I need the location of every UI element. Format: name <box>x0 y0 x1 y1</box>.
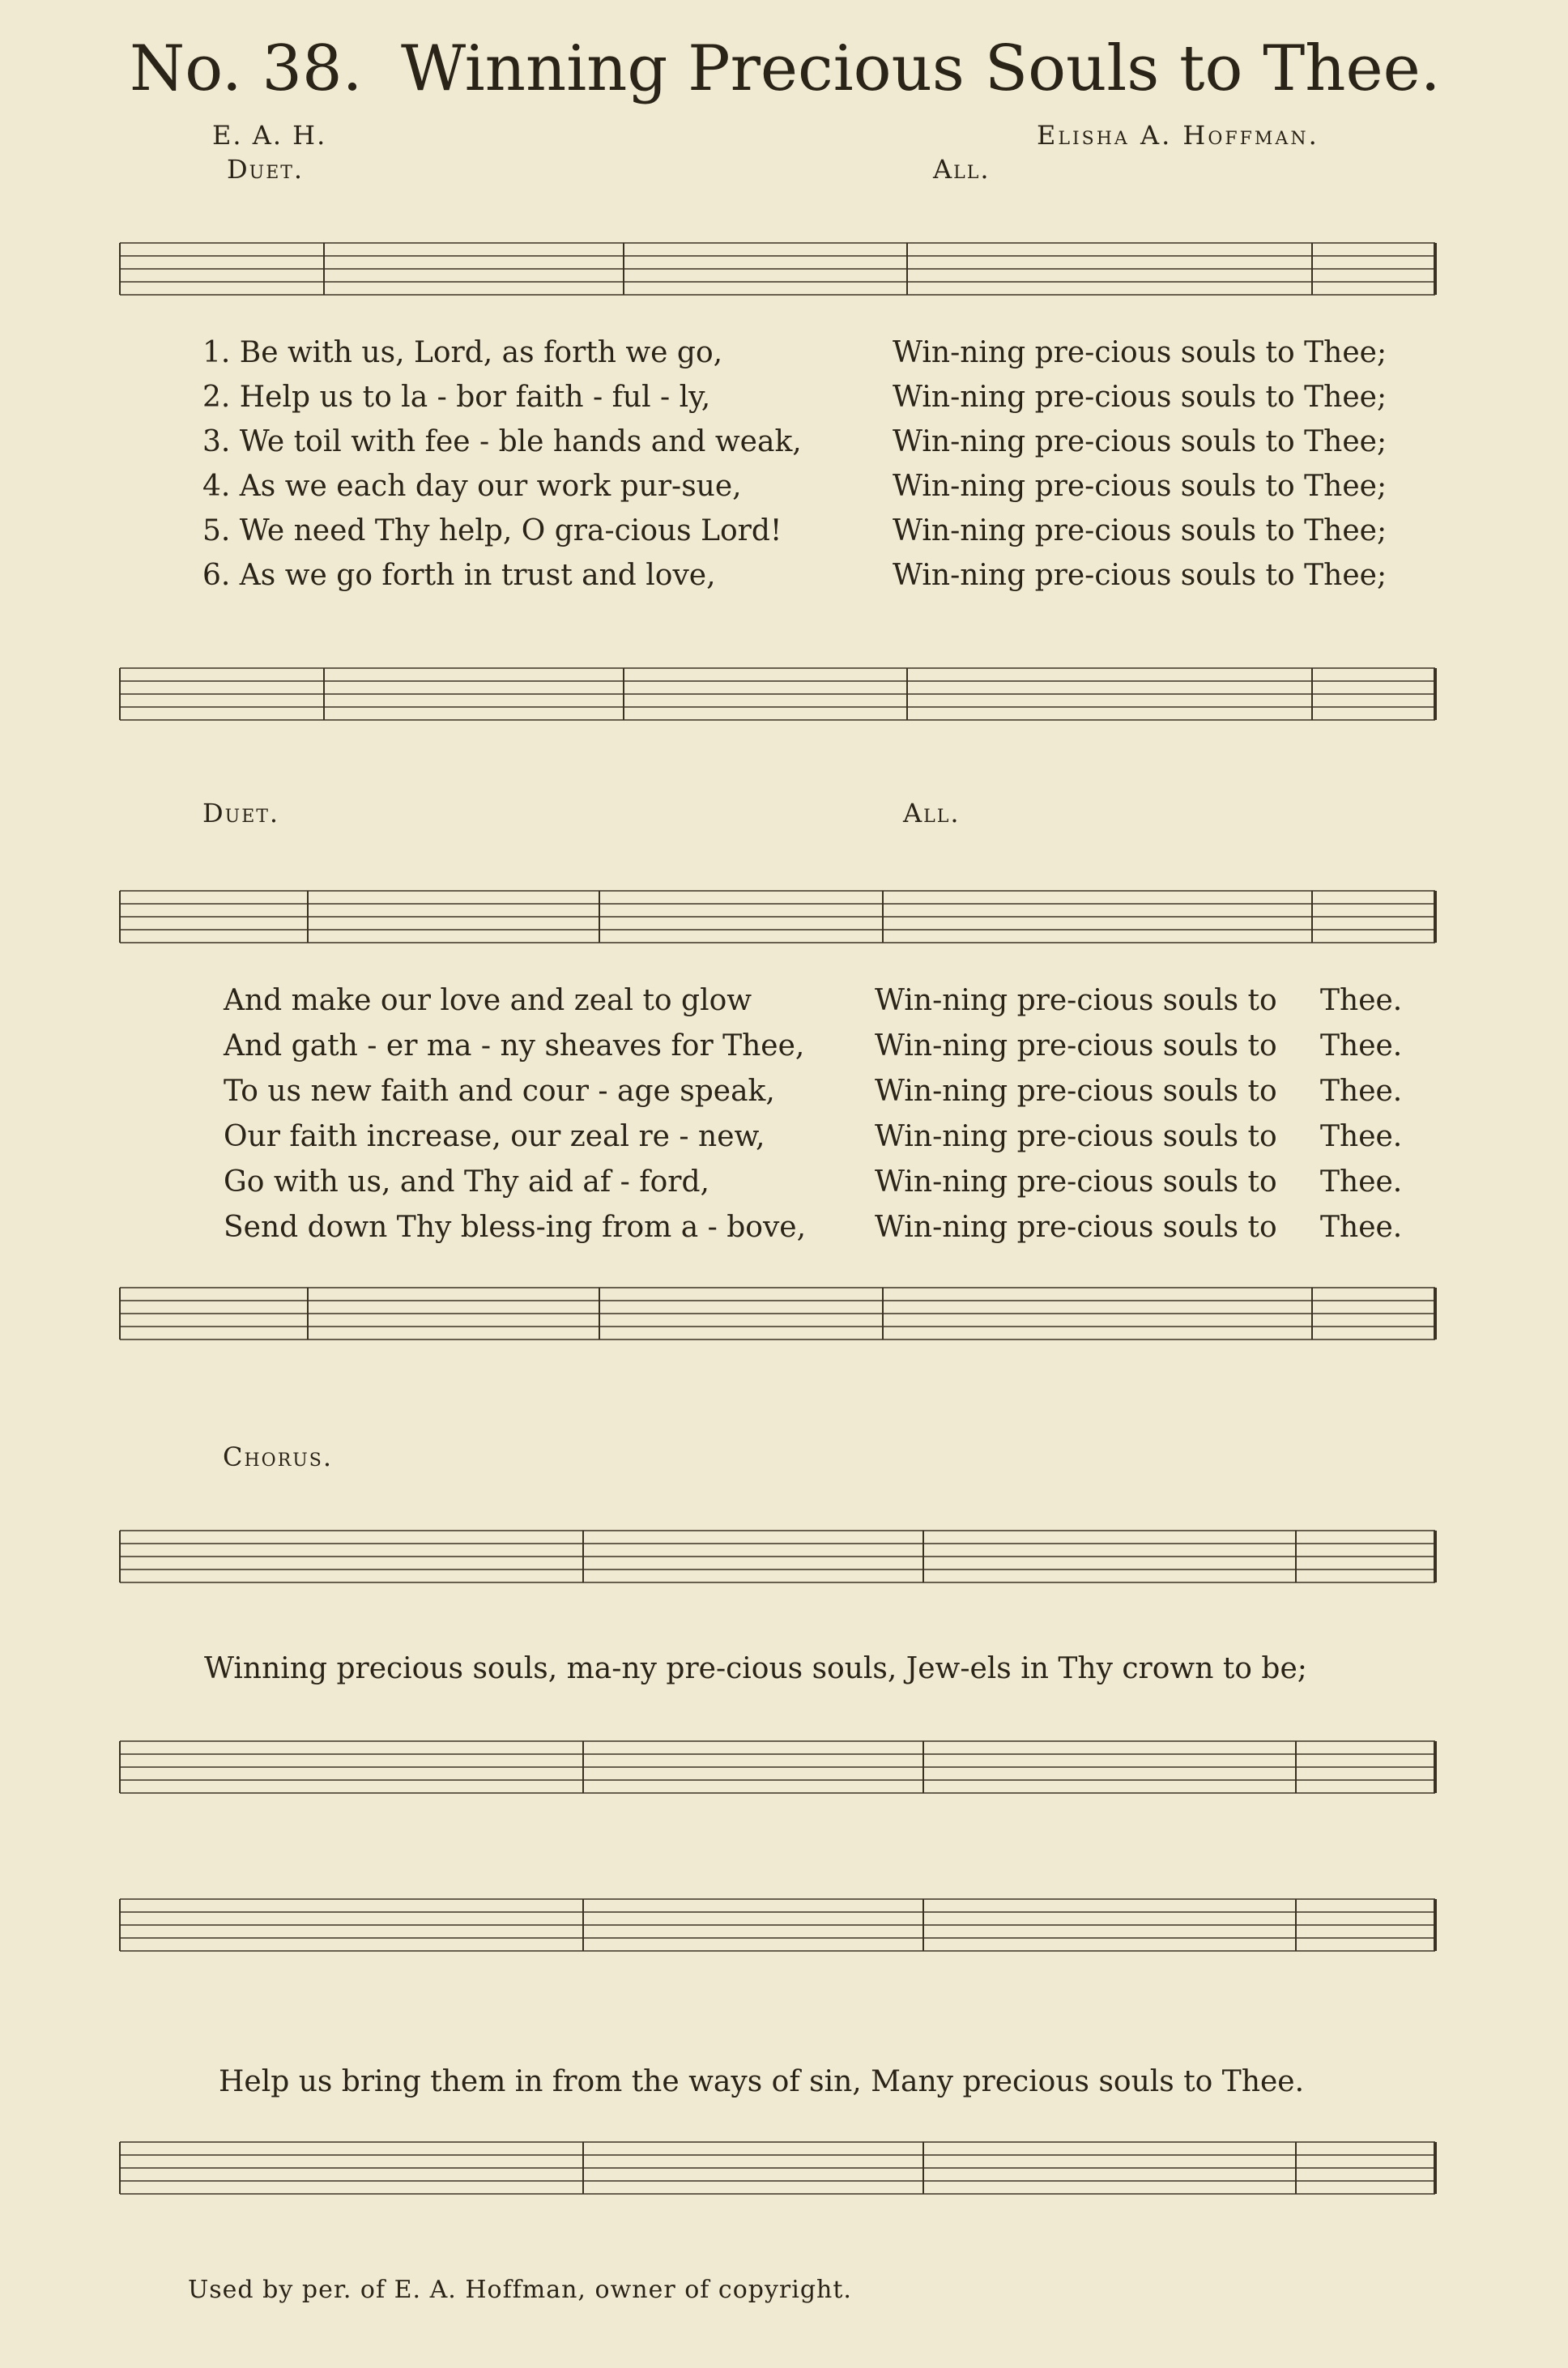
chorus-lyrics-line-1 <box>113 1652 1442 1696</box>
refrain-line: Win-ning pre-cious souls to <box>875 1165 1277 1199</box>
refrain-end: Thee. <box>1320 1029 1403 1063</box>
refrain-end: Thee. <box>1320 1120 1403 1153</box>
refrain-line: Win-ning pre-cious souls to <box>875 984 1277 1017</box>
refrain-end: Thee. <box>1320 984 1403 1017</box>
verse-line: And gath - er ma - ny sheaves for Thee, <box>224 1029 805 1063</box>
chorus-lyrics-line-2 <box>113 2065 1442 2109</box>
all-label: All. <box>903 798 961 828</box>
copyright-note: Used by per. of E. A. Hoffman, owner of copyright. <box>188 2276 852 2304</box>
duet-label: Duet. <box>202 798 280 828</box>
verse-lyrics-block-a <box>113 336 1442 611</box>
treble-staff-notation <box>113 194 1442 308</box>
verse-line: 5. We need Thy help, O gra-cious Lord! <box>202 514 782 547</box>
chorus-bass-staff-1 <box>113 1709 1442 1822</box>
composer-name: Elisha A. Hoffman. <box>1037 120 1319 151</box>
hymn-number: No. 38. <box>130 32 363 105</box>
verse-line: And make our love and zeal to glow <box>224 984 752 1017</box>
treble-staff-notation <box>113 842 1442 956</box>
bass-staff-notation <box>113 1263 1442 1377</box>
refrain-line: Win-ning pre-cious souls to <box>875 1120 1277 1153</box>
refrain-line: Win-ning pre-cious souls to Thee; <box>893 559 1387 592</box>
chorus-bass-staff-2 <box>113 2110 1442 2223</box>
refrain-end: Thee. <box>1320 1165 1403 1199</box>
chorus-line: Winning precious souls, ma-ny pre-cious souls, Jew-els in Thy crown to be; <box>204 1652 1307 1685</box>
duet-label: Duet. <box>227 154 305 185</box>
refrain-line: Win-ning pre-cious souls to <box>875 1029 1277 1063</box>
verse-line: 2. Help us to la - bor faith - ful - ly, <box>202 381 711 414</box>
chorus-label: Chorus. <box>223 1442 334 1472</box>
refrain-line: Win-ning pre-cious souls to Thee; <box>893 336 1387 369</box>
verse-line: Our faith increase, our zeal re - new, <box>224 1120 765 1153</box>
hymn-title: Winning Precious Souls to Thee. <box>401 32 1441 105</box>
verse-line: Send down Thy bless-ing from a - bove, <box>224 1211 807 1244</box>
all-label: All. <box>933 154 991 185</box>
music-system-1 <box>113 154 1442 777</box>
verse-line: 4. As we each day our work pur-sue, <box>202 470 742 503</box>
refrain-line: Win-ning pre-cious souls to <box>875 1075 1277 1108</box>
music-system-2 <box>113 798 1442 1389</box>
verse-line: 6. As we go forth in trust and love, <box>202 559 716 592</box>
chorus-section <box>113 1442 1442 2259</box>
verse-line: Go with us, and Thy aid af - ford, <box>224 1165 709 1199</box>
refrain-end: Thee. <box>1320 1211 1403 1244</box>
refrain-line: Win-ning pre-cious souls to Thee; <box>893 514 1387 547</box>
refrain-line: Win-ning pre-cious souls to Thee; <box>893 470 1387 503</box>
chorus-treble-staff-2 <box>113 1867 1442 1980</box>
refrain-end: Thee. <box>1320 1075 1403 1108</box>
verse-line: 3. We toil with fee - ble hands and weak, <box>202 425 802 458</box>
verse-line: 1. Be with us, Lord, as forth we go, <box>202 336 723 369</box>
words-author-initials: E. A. H. <box>212 120 327 151</box>
chorus-line: Help us bring them in from the ways of sin, Many precious souls to Thee. <box>219 2065 1305 2098</box>
refrain-line: Win-ning pre-cious souls to <box>875 1211 1277 1244</box>
bass-staff-notation <box>113 636 1442 749</box>
chorus-treble-staff-1 <box>113 1482 1442 1595</box>
refrain-line: Win-ning pre-cious souls to Thee; <box>893 425 1387 458</box>
verse-line: To us new faith and cour - age speak, <box>224 1075 775 1108</box>
refrain-line: Win-ning pre-cious souls to Thee; <box>893 381 1387 414</box>
verse-lyrics-block-b <box>113 984 1442 1259</box>
